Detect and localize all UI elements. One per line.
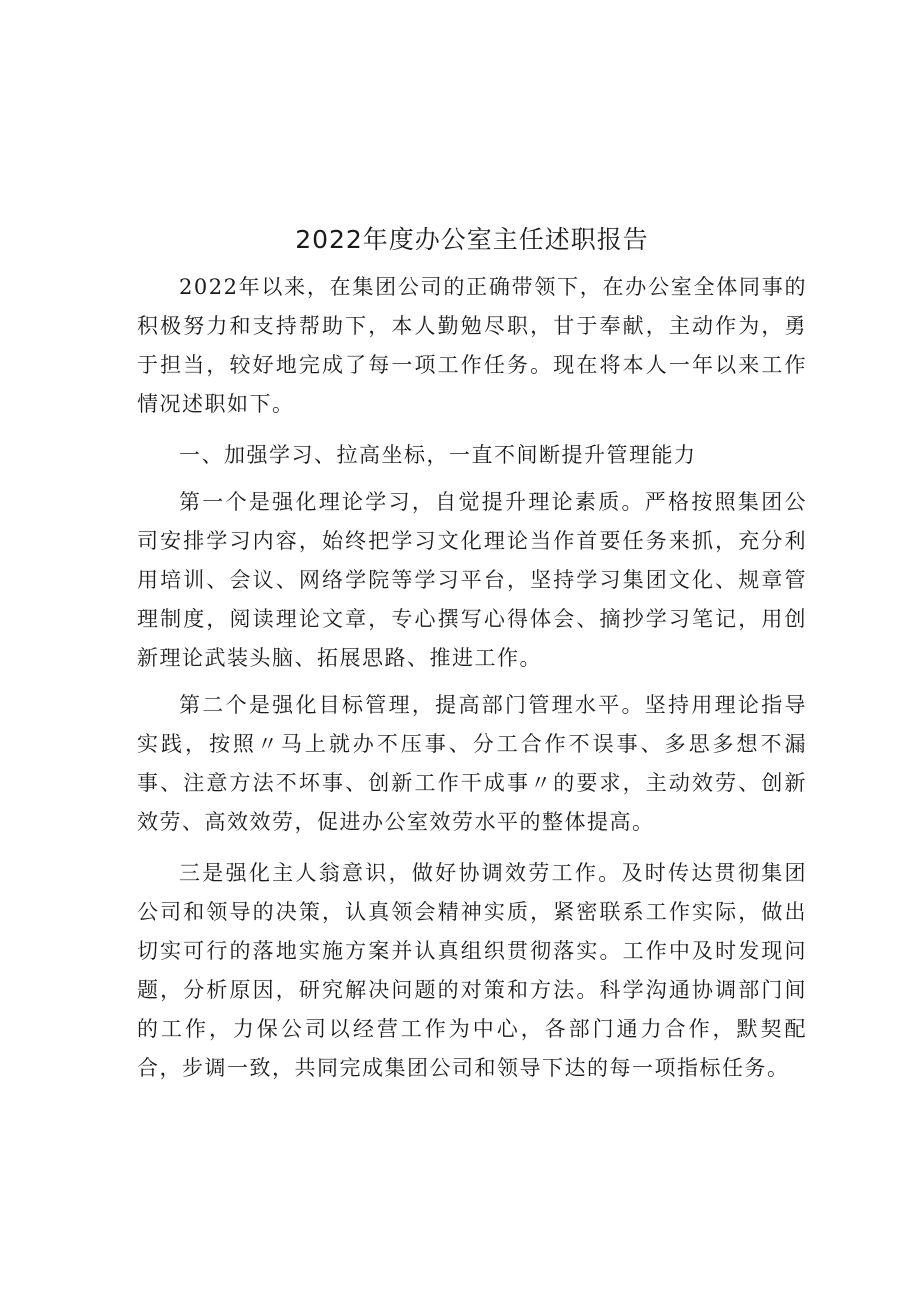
paragraph-target-management: 第二个是强化目标管理，提高部门管理水平。坚持用理论指导实践，按照〃马上就办不压事、分工合作不误事、多思多想不漏事、注意方法不坏事、创新工作干成事〃的要求，主动效劳、创新效劳、高效效劳，促进办公室效劳水平的整体提高。 [137, 693, 807, 834]
section-heading: 一、加强学习、拉高坐标，一直不间断提升管理能力 [179, 443, 697, 467]
paragraph-ownership-awareness: 三是强化主人翁意识，做好协调效劳工作。及时传达贯彻集团公司和领导的决策，认真领会精神实质，紧密联系工作实际，做出切实可行的落地实施方案并认真组织贯彻落实。工作中及时发现问题，分析原因，研究解决问题的对策和方法。科学沟通协调部门间的工作，力保公司以经营工作为中心，各部门通力合作，默契配合，步调一致，共同完成集团公司和领导下达的每一项指标任务。 [137, 861, 807, 1080]
document-title: 2022年度办公室主任述职报告 [295, 225, 649, 254]
intro-paragraph: 2022年以来，在集团公司的正确带领下，在办公室全体同事的积极努力和支持帮助下，本人勤勉尽职，甘于奉献，主动作为，勇于担当，较好地完成了每一项工作任务。现在将本人一年以来工作情况述职如下。 [137, 275, 807, 416]
document-body [137, 222, 807, 1088]
paragraph-theory-study: 第一个是强化理论学习，自觉提升理论素质。严格按照集团公司安排学习内容，始终把学习文化理论当作首要任务来抓，充分利用培训、会议、网络学院等学习平台，坚持学习集团文化、规章管理制度，阅读理论文章，专心撰写心得体会、摘抄学习笔记，用创新理论武装头脑、拓展思路、推进工作。 [137, 490, 807, 670]
